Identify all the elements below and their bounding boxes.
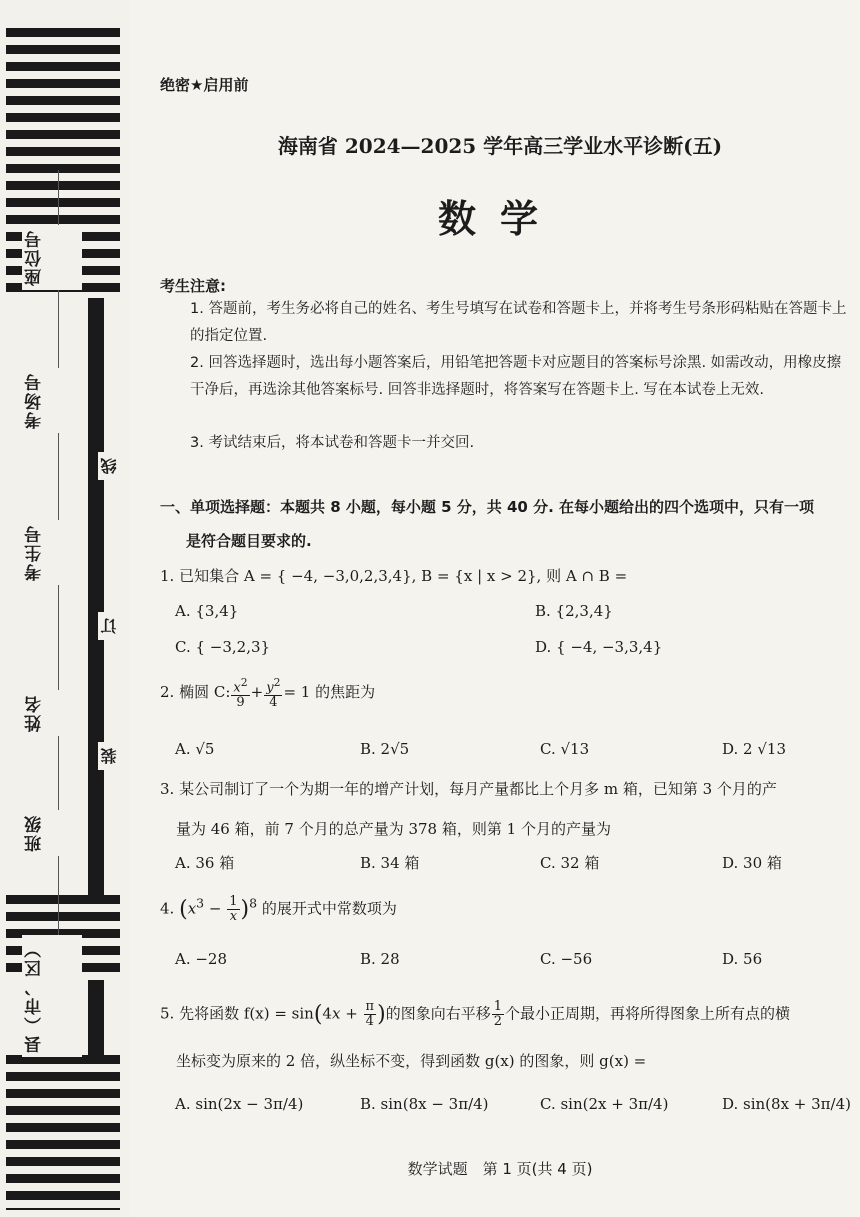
exam-page bbox=[150, 0, 860, 1217]
q1-option-d: D. { −4, −3,3,4} bbox=[535, 638, 663, 656]
question-5: 5. 先将函数 f(x) = sin(4x + $\frac{\pi}{4}$ )的图象向右平移 $\frac{1}{2}$ 个最小正周期，再将所得图象上所有点的横 bbox=[160, 999, 790, 1029]
field-student-number: 考生号 bbox=[22, 520, 82, 585]
notice-heading: 考生注意: bbox=[160, 277, 226, 295]
q5-suffix: 个最小正周期，再将所得图象上所有点的横 bbox=[504, 1004, 790, 1023]
question-2: 2. 椭圆 C: $\frac{x^2}{9}$ + $\frac{y^2}{4}$ = 1 的焦距为 bbox=[160, 676, 376, 711]
q5-prefix: 5. 先将函数 f(x) = sin bbox=[160, 1004, 314, 1023]
q1-option-b: B. {2,3,4} bbox=[535, 602, 613, 620]
q4-option-a: A. −28 bbox=[175, 950, 228, 968]
q1-option-c: C. { −3,2,3} bbox=[175, 638, 271, 656]
q5-option-a: A. sin(2x − 3π/4) bbox=[175, 1095, 304, 1113]
secret-label: 绝密★启用前 bbox=[160, 76, 249, 94]
fraction-1-2: $\frac{1}{2}$ bbox=[493, 999, 502, 1029]
q4-option-c: C. −56 bbox=[540, 950, 593, 968]
section-heading bbox=[160, 490, 860, 558]
mark-bind: 订 bbox=[98, 612, 124, 640]
binding-stripes-bottom bbox=[6, 1055, 120, 1210]
q5-option-d: D. sin(8x + 3π/4) bbox=[722, 1095, 851, 1113]
field-class: 班级 bbox=[22, 810, 82, 856]
q4-option-b: B. 28 bbox=[360, 950, 400, 968]
question-5-line: 坐标变为原来的 2 倍，纵坐标不变，得到函数 g(x) 的图象，则 g(x) = bbox=[176, 1052, 647, 1070]
q5-option-b: B. sin(8x − 3π/4) bbox=[360, 1095, 489, 1113]
fraction-x2-9: $\frac{x^2}{9}$ bbox=[233, 676, 248, 711]
mark-line: 线 bbox=[98, 452, 124, 480]
q1-option-a: A. {3,4} bbox=[175, 602, 239, 620]
mark-install: 装 bbox=[98, 742, 124, 770]
q3-option-b: B. 34 箱 bbox=[360, 854, 420, 872]
fraction-1-x: $\frac{1}{x}$ bbox=[229, 894, 238, 924]
exam-title: 海南省 2024—2025 学年高三学业水平诊断(五) bbox=[277, 134, 723, 158]
q3-option-c: C. 32 箱 bbox=[540, 854, 600, 872]
q2-option-c: C. √13 bbox=[540, 740, 590, 758]
section-heading-line: 一、单项选择题：本题共 8 小题，每小题 5 分，共 40 分. 在每小题给出的四个选项中，只有一项 bbox=[160, 498, 815, 516]
q3-option-d: D. 30 箱 bbox=[722, 854, 782, 872]
q2-suffix: = 1 的焦距为 bbox=[283, 683, 376, 702]
fraction-pi-4: $\frac{\pi}{4}$ bbox=[365, 999, 375, 1029]
q2-option-b: B. 2√5 bbox=[360, 740, 410, 758]
binding-strip bbox=[0, 0, 130, 1217]
binding-line bbox=[58, 170, 59, 1050]
field-exam-room: 考场号 bbox=[22, 368, 82, 433]
page-footer: 数学试题 第 1 页(共 4 页) bbox=[407, 1160, 593, 1178]
q2-prefix: 2. 椭圆 C: bbox=[160, 683, 231, 702]
q3-option-a: A. 36 箱 bbox=[175, 854, 235, 872]
question-3-line: 量为 46 箱，前 7 个月的总产量为 378 箱，则第 1 个月的产量为 bbox=[176, 820, 611, 838]
field-name: 姓名 bbox=[22, 690, 82, 736]
binding-bar bbox=[88, 298, 104, 896]
question-4: 4. ($x^3$ − $\frac{1}{x}$ )$^8$ 的展开式中常数项为 bbox=[160, 894, 397, 924]
q5-middle: 的图象向右平移 bbox=[385, 1004, 491, 1023]
subject-title: 数学 bbox=[437, 197, 562, 241]
notice-item: 2. 回答选择题时，选出每小题答案后，用铅笔把答题卡对应题目的答案标号涂黑. 如需改动，用橡皮擦干净后，再选涂其他答案标号. 回答非选择题时，将答案写在答题卡上. 写在本试卷上无效. bbox=[190, 355, 842, 398]
notice-item: 1. 答题前，考生务必将自己的姓名、考生号填写在试卷和答题卡上，并将考生号条形码粘贴在答题卡上的指定位置. bbox=[190, 301, 847, 344]
question-1: 1. 已知集合 A = { −4, −3,0,2,3,4}, B = {x | x > 2}, 则 A ∩ B = bbox=[160, 567, 628, 585]
field-seat-number: 座位号 bbox=[22, 225, 82, 290]
q4-prefix: 4. bbox=[160, 899, 175, 918]
q2-option-d: D. 2 √13 bbox=[722, 740, 786, 758]
notice-item: 3. 考试结束后，将本试卷和答题卡一并交回. bbox=[190, 435, 475, 451]
q5-option-c: C. sin(2x + 3π/4) bbox=[540, 1095, 669, 1113]
q2-option-a: A. √5 bbox=[175, 740, 215, 758]
q4-option-d: D. 56 bbox=[722, 950, 763, 968]
field-county: 县（市、区） bbox=[22, 935, 82, 1057]
binding-bar-low bbox=[88, 980, 104, 1055]
section-heading-line: 是符合题目要求的. bbox=[186, 532, 312, 550]
question-3-line: 3. 某公司制订了一个为期一年的增产计划，每月产量都比上个月多 m 箱，已知第 3 个月的产 bbox=[160, 780, 777, 798]
fraction-y2-4: $\frac{y^2}{4}$ bbox=[266, 676, 281, 711]
q4-suffix: 的展开式中常数项为 bbox=[261, 899, 397, 918]
